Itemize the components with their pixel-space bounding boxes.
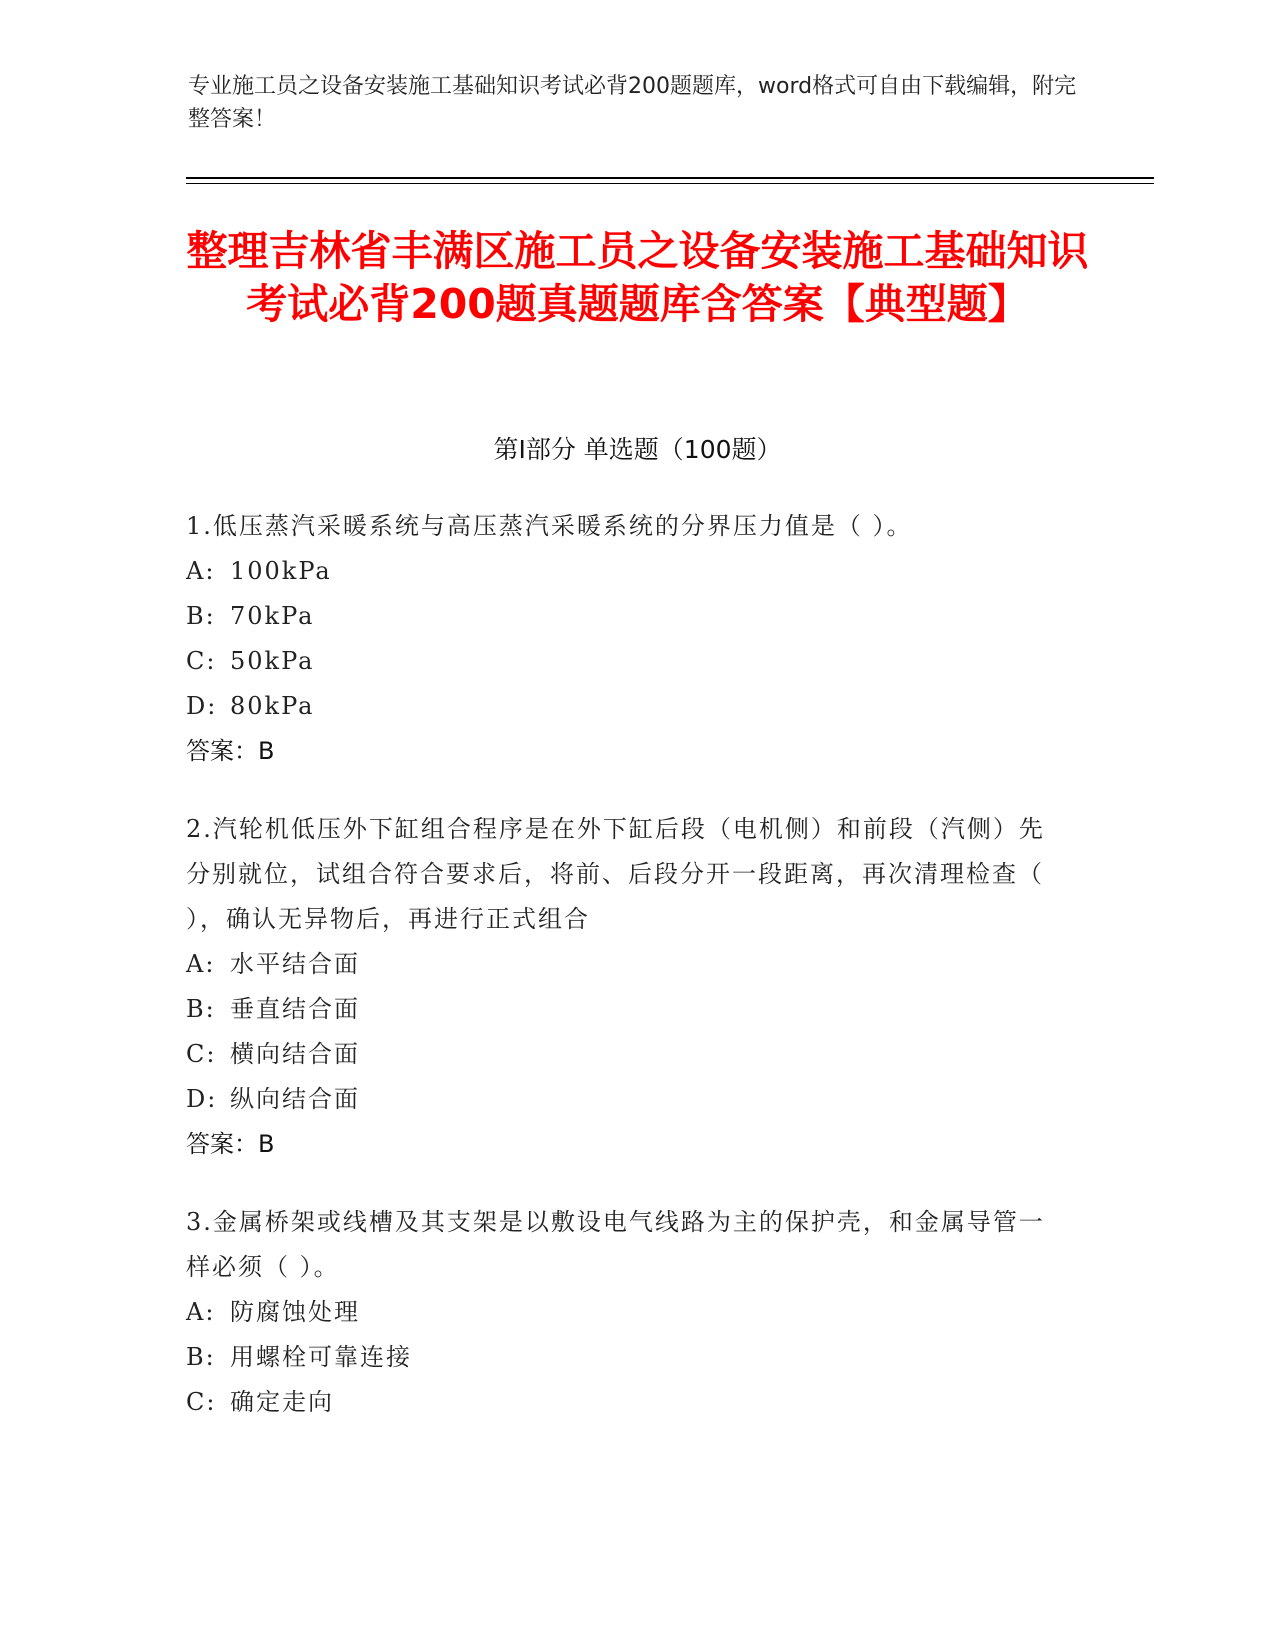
option-letter: C: <box>186 647 217 675</box>
section-heading: 第I部分 单选题（100题） <box>493 435 782 464</box>
option-a <box>186 1290 1066 1335</box>
option-letter: B: <box>186 995 216 1023</box>
option-a <box>186 942 1066 987</box>
answer-label: 答案： <box>186 737 258 765</box>
answer-line <box>186 729 1066 774</box>
option-text: 50kPa <box>230 647 315 675</box>
answer-value: B <box>258 737 275 765</box>
option-c <box>186 1380 1066 1425</box>
option-text: 垂直结合面 <box>230 995 360 1023</box>
option-b <box>186 987 1066 1032</box>
option-d <box>186 1077 1066 1122</box>
option-text: 纵向结合面 <box>230 1085 360 1113</box>
option-letter: D: <box>186 692 218 720</box>
question-1 <box>186 504 1066 774</box>
option-text: 水平结合面 <box>230 950 360 978</box>
option-letter: A: <box>186 1298 216 1326</box>
option-text: 用螺栓可靠连接 <box>230 1343 412 1371</box>
option-a <box>186 549 1066 594</box>
question-text: 3.金属桥架或线槽及其支架是以敷设电气线路为主的保护壳，和金属导管一样必须（ ）。 <box>186 1208 1045 1281</box>
option-letter: B: <box>186 1343 216 1371</box>
answer-label: 答案： <box>186 1130 258 1158</box>
question-text: 2.汽轮机低压外下缸组合程序是在外下缸后段（电机侧）和前段（汽侧）先分别就位，试组合符合要求后，将前、后段分开一段距离，再次清理检查（ ），确认无异物后，再进行正式组合 <box>186 815 1045 933</box>
header-divider-thin <box>186 183 1154 184</box>
question-2 <box>186 807 1066 1167</box>
option-text: 80kPa <box>230 692 315 720</box>
option-letter: A: <box>186 557 216 585</box>
question-3 <box>186 1200 1066 1425</box>
option-b <box>186 594 1066 639</box>
option-text: 70kPa <box>230 602 315 630</box>
option-letter: D: <box>186 1085 218 1113</box>
header-note: 专业施工员之设备安装施工基础知识考试必背200题题库，word格式可自由下载编辑，附完整答案！ <box>188 74 1077 132</box>
option-letter: C: <box>186 1388 217 1416</box>
answer-line <box>186 1122 1066 1167</box>
option-d <box>186 684 1066 729</box>
option-c <box>186 1032 1066 1077</box>
option-text: 确定走向 <box>230 1388 334 1416</box>
answer-value: B <box>258 1130 275 1158</box>
option-c <box>186 639 1066 684</box>
option-letter: B: <box>186 602 216 630</box>
header-divider-thick <box>186 177 1154 179</box>
option-text: 横向结合面 <box>230 1040 360 1068</box>
option-letter: C: <box>186 1040 217 1068</box>
option-b <box>186 1335 1066 1380</box>
question-text: 1.低压蒸汽采暖系统与高压蒸汽采暖系统的分界压力值是（ ）。 <box>186 512 913 540</box>
option-text: 100kPa <box>230 557 332 585</box>
option-text: 防腐蚀处理 <box>230 1298 360 1326</box>
option-letter: A: <box>186 950 216 978</box>
document-title: 整理吉林省丰满区施工员之设备安装施工基础知识考试必背200题真题题库含答案【典型题】 <box>186 227 1089 328</box>
